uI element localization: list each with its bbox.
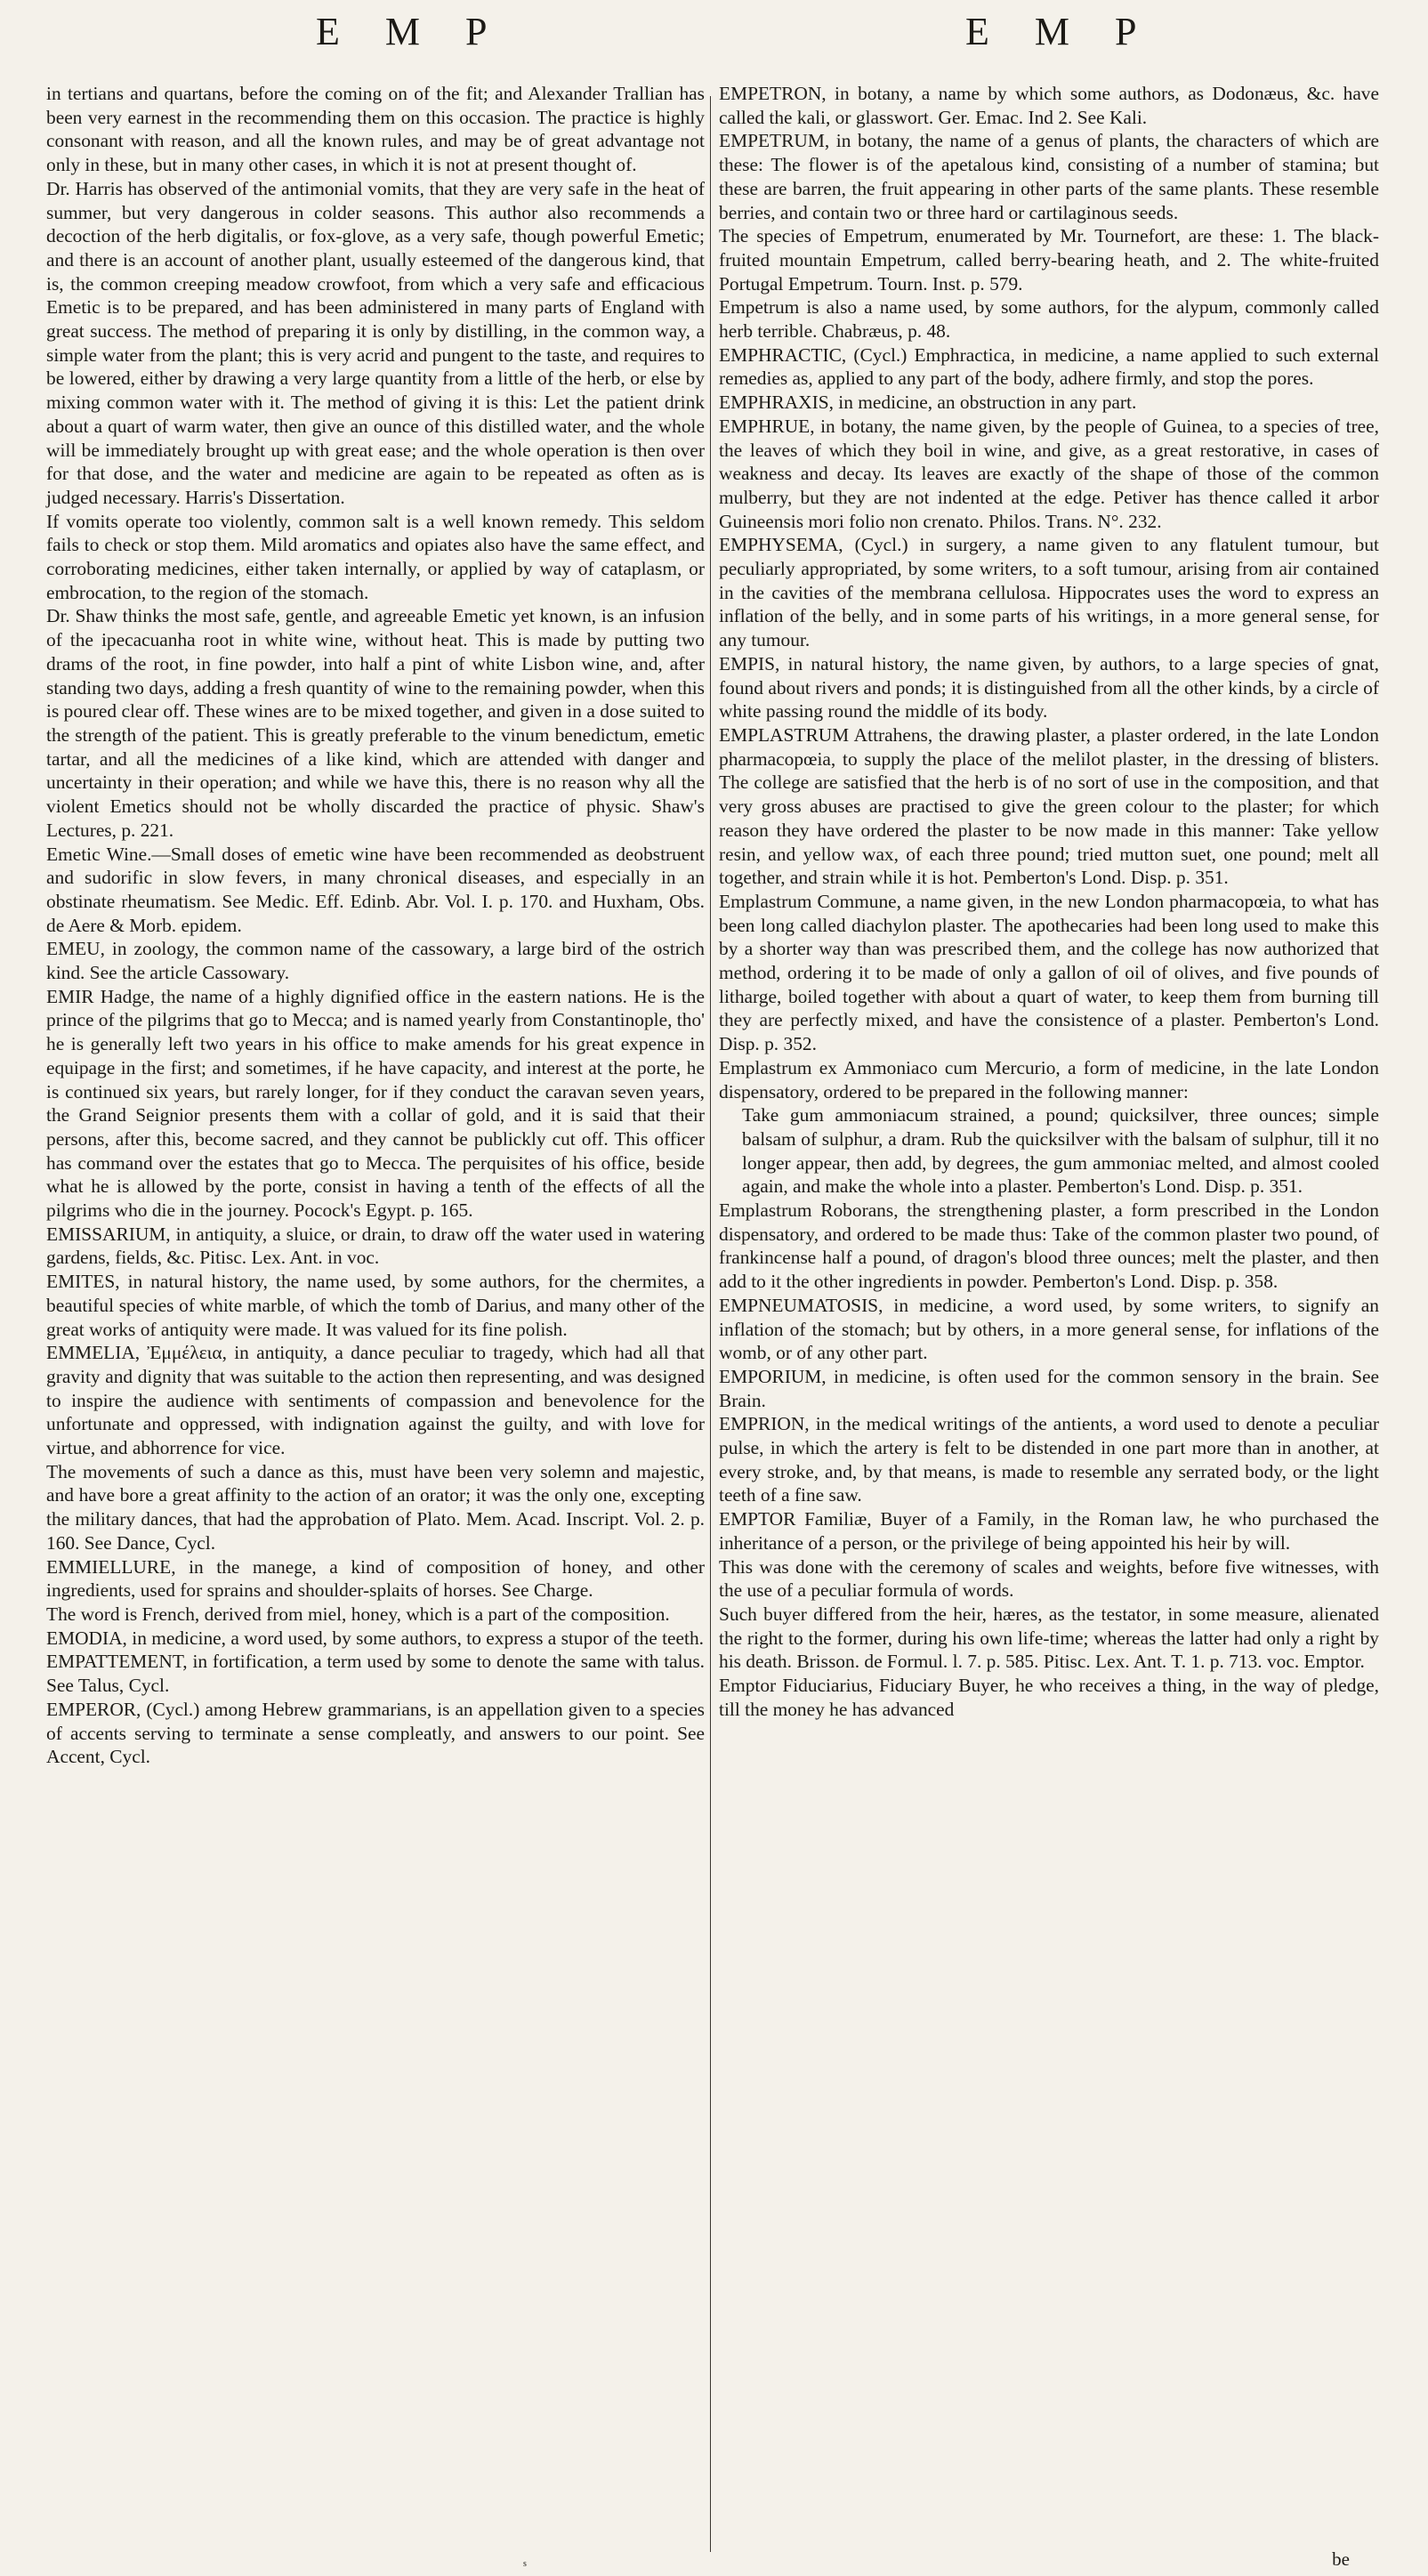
left-column <box>46 82 705 1769</box>
entry-empetrum-alypum: Empetrum is also a name used, by some authors, for the alypum, commonly called herb terrible. Chabræus, p. 48. <box>719 296 1379 343</box>
catchword: be <box>1332 2548 1350 2570</box>
running-head-right: E M P <box>965 10 1155 53</box>
footer-mark: s <box>523 2559 527 2569</box>
running-head-left: E M P <box>316 10 505 53</box>
entry-emptor-fiduciarius: Emptor Fiduciarius, Fiduciary Buyer, he who receives a thing, in the way of pledge, till the money he has advanced <box>719 1675 1379 1720</box>
entry-emptor-familiae: EMPTOR Familiæ, Buyer of a Family, in the Roman law, he who purchased the inheritance of a person, or the privilege of being appointed his heir by will. <box>719 1508 1379 1554</box>
paragraph: in tertians and quartans, before the coming on of the fit; and Alexander Trallian has been very earnest in the recommending them on this occasion. The practice is highly consonant with reason, and all the known rules, and may be of great advantage not only in these, but in many other cases, in which it is not at present thought of. <box>46 83 705 176</box>
entry-emir: EMIR Hadge, the name of a highly dignified office in the eastern nations. He is the prince of the pilgrims that go to Mecca; and is named yearly from Constantinople, tho' he is generally left two years in his office to make amends for his great expence in equipage in the first; and sometimes, if he have capacity, and interest at the porte, he is continued six years, but rarely longer, for if they conduct the caravan seven years, the Grand Seignior presents them with a collar of gold, and it is said that their persons, after this, become sacred, and they cannot be publickly cut off. This officer has command over the estates that go to Mecca. The perquisites of his office, beside what he is allowed by the porte, consist in having a tenth of the effects of all the pilgrims who die in the journey. Pocock's Egypt. p. 165. <box>46 985 705 1222</box>
entry-emites: EMITES, in natural history, the name used, by some authors, for the chermites, a beautiful species of white marble, of which the tomb of Darius, and many other of the great works of antiquity were made. It was valued for its fine polish. <box>46 1271 705 1340</box>
entry-emodia: EMODIA, in medicine, a word used, by some authors, to express a stupor of the teeth. <box>46 1627 705 1649</box>
entry-empis: EMPIS, in natural history, the name given, by authors, to a large species of gnat, found about rivers and ponds; it is distinguished from all the other kinds, by a circle of white passing round the middle of its body. <box>719 652 1379 723</box>
entry-emperor: EMPEROR, (Cycl.) among Hebrew grammarians, is an appellation given to a species of accents serving to terminate a sense compleatly, and answers to our point. See Accent, Cycl. <box>46 1698 705 1768</box>
entry-emissarium: EMISSARIUM, in antiquity, a sluice, or drain, to draw off the water used in watering gardens, fields, &c. Pitisc. Lex. Ant. in voc. <box>46 1223 705 1269</box>
paragraph: The movements of such a dance as this, must have been very solemn and majestic, and have bore a great affinity to the action of an orator; it was the only one, excepting the military dances, that had the approbation of Plato. Mem. Acad. Inscript. Vol. 2. p. 160. See Dance, Cycl. <box>46 1460 705 1554</box>
entry-empetrum: EMPETRUM, in botany, the name of a genus of plants, the characters of which are these: The flower is of the apetalous kind, consisting of a number of stamina; but these are barren, the fruit appearing in other parts of the same plants. These resemble berries, and contain two or three hard or cartilaginous seeds. <box>719 130 1379 223</box>
paragraph: Take gum ammoniacum strained, a pound; quicksilver, three ounces; simple balsam of sulphur, a dram. Rub the quicksilver with the balsam of sulphur, till it no longer appear, then add, by degrees, the gum ammoniac melted, and almost cooled again, and make the whole into a plaster. Pemberton's Lond. Disp. p. 351. <box>742 1104 1379 1198</box>
entry-empetron: EMPETRON, in botany, a name by which some authors, as Dodonæus, &c. have called the kali, or glasswort. Ger. Emac. Ind 2. See Kali. <box>719 83 1379 128</box>
entry-emplastrum-attrahens: EMPLASTRUM Attrahens, the drawing plaster, a plaster ordered, in the late London pharmacopœia, to supply the place of the melilot plaster, in the dressing of blisters. The college are satisfied that the herb is of no sort of use in the composition, and that very gross abuses are practised to give the green colour to the plaster; for which reason they have ordered the plaster to be now made in this manner: Take yellow resin, and yellow wax, of each three pound; tried mutton suet, one pound; melt all together, and strain while it is hot. Pemberton's Lond. Disp. p. 351. <box>719 723 1379 889</box>
entry-emetic-wine: Emetic Wine.—Small doses of emetic wine have been recommended as deobstruent and sudorific in slow fevers, in many chronical diseases, and especially in an obstinate rheumatism. See Medic. Eff. Edinb. Abr. Vol. I. p. 170. and Huxham, Obs. de Aere & Morb. epidem. <box>46 843 705 936</box>
paragraph: If vomits operate too violently, common salt is a well known remedy. This seldom fails to check or stop them. Mild aromatics and opiates also have the same effect, and corroborating medicines, either taken internally, or applied by way of cataplasm, or embrocation, to the region of the stomach. <box>46 510 705 603</box>
entry-emplastrum-ammoniaco: Emplastrum ex Ammoniaco cum Mercurio, a form of medicine, in the late London dispensatory, ordered to be prepared in the following manner: <box>719 1056 1379 1102</box>
paragraph: Dr. Shaw thinks the most safe, gentle, and agreeable Emetic yet known, is an infusion of the ipecacuanha root in white wine, without heat. This is made by putting two drams of the root, in fine powder, into half a pint of white Lisbon wine, and, after standing two days, adding a fresh quantity of wine to the remaining powder, when this is poured clear off. These wines are to be mixed together, and given in a dose suited to the strength of the patient. This is greatly preferable to the vinum benedictum, emetic tartar, and all the medicines of a like kind, which are attended with danger and uncertainty in their operation; and while we have this, there is no reason why all the violent Emetics should not be wholly discarded the practice of physic. Shaw's Lectures, p. 221. <box>46 605 705 841</box>
paragraph: This was done with the ceremony of scales and weights, before five witnesses, with the use of a peculiar formula of words. <box>719 1555 1379 1602</box>
entry-emprion: EMPRION, in the medical writings of the antients, a word used to denote a peculiar pulse, in which the artery is felt to be distended in one part more than in another, at every stroke, and, by that means, is made to resemble any serrated body, or the light teeth of a fine saw. <box>719 1413 1379 1506</box>
entry-emeu: EMEU, in zoology, the common name of the cassowary, a large bird of the ostrich kind. See the article Cassowary. <box>46 938 705 984</box>
paragraph: The species of Empetrum, enumerated by Mr. Tournefort, are these: 1. The black-fruited mountain Empetrum, called berry-bearing heath, and 2. The white-fruited Portugal Empetrum. Tourn. Inst. p. 579. <box>719 225 1379 295</box>
paragraph: Dr. Harris has observed of the antimonial vomits, that they are very safe in the heat of summer, but very dangerous in colder seasons. This author also recommends a decoction of the herb digitalis, or fox-glove, as a very safe, though powerful Emetic; and there is an account of another plant, usually esteemed of the dangerous kind, that is, the common creeping meadow crowfoot, from which a very safe and efficacious Emetic is to be prepared, and has been administered in many parts of England with great success. The method of preparing it is only by distilling, in the common way, a simple water from the plant; this is very acrid and pungent to the taste, and requires to be lowered, either by drawing a very large quantity from a little of the herb, or else by mixing common water with it. The method of giving it is this: Let the patient drink about a quart of warm water, then give an ounce of this distilled water, and the whole will be immediately brought up with great ease; and the whole operation is then over for that dose, and the water and medicine are again to be repeated as often as is judged necessary. Harris's Dissertation. <box>46 177 705 508</box>
entry-emplastrum-roborans: Emplastrum Roborans, the strengthening plaster, a form prescribed in the London dispensatory, and ordered to be made thus: Take of the common plaster two pound, of frankincense half a pound, of dragon's blood three ounces; melt the plaster, and then add to it the other ingredients in powder. Pemberton's Lond. Disp. p. 358. <box>719 1199 1379 1293</box>
entry-empattement: EMPATTEMENT, in fortification, a term used by some to denote the same with talus. See Talus, Cycl. <box>46 1651 705 1697</box>
entry-emphractic: EMPHRACTIC, (Cycl.) Emphractica, in medicine, a name applied to such external remedies as, applied to any part of the body, adhere firmly, and stop the pores. <box>719 343 1379 390</box>
paragraph: The word is French, derived from miel, honey, which is a part of the composition. <box>46 1603 670 1625</box>
entry-emplastrum-commune: Emplastrum Commune, a name given, in the new London pharmacopœia, to what has been long called diachylon plaster. The apothecaries had been long used to make this by a shorter way than was prescribed them, and the college has now authorized that method, ordering it to be made of only a gallon of oil of olives, and five pounds of litharge, boiled together with about a quart of water, to keep them from burning till they are perfectly mixed, and have the consistence of a plaster. Pemberton's Lond. Disp. p. 352. <box>719 890 1379 1055</box>
entry-empneumatosis: EMPNEUMATOSIS, in medicine, a word used, by some writers, to signify an inflation of the stomach; but by others, in a more general sense, for inflations of the womb, or of any other part. <box>719 1294 1379 1364</box>
entry-emphrue: EMPHRUE, in botany, the name given, by the people of Guinea, to a species of tree, the leaves of which they boil in wine, and give, as a great restorative, in cases of weakness and decay. Its leaves are exactly of the shape of those of the common mulberry, but they are not indented at the edge. Petiver has thence called it arbor Guineensis mori folio non crenato. Philos. Trans. N°. 232. <box>719 415 1379 532</box>
entry-emmelia: EMMELIA, Ἐμμέλεια, in antiquity, a dance peculiar to tragedy, which had all that gravity and dignity that was suitable to the action then representing, and was designed to inspire the audience with sentiments of compassion and benevolence for the unfortunate and oppressed, with indignation against the guilty, and with love for virtue, and abhorrence for vice. <box>46 1342 705 1459</box>
entry-emporium: EMPORIUM, in medicine, is often used for the common sensory in the brain. See Brain. <box>719 1365 1379 1411</box>
entry-emphraxis: EMPHRAXIS, in medicine, an obstruction in any part. <box>719 392 1137 414</box>
column-divider <box>710 96 711 2552</box>
entry-emmiellure: EMMIELLURE, in the manege, a kind of composition of honey, and other ingredients, used for sprains and shoulder-splaits of horses. See Charge. <box>46 1555 705 1602</box>
paragraph: Such buyer differed from the heir, hæres, as the testator, in some measure, alienated the right to the former, during his own life-time; whereas the latter had only a right by his death. Brisson. de Formul. l. 7. p. 585. Pitisc. Lex. Ant. T. 1. p. 713. voc. Emptor. <box>719 1603 1379 1673</box>
right-column <box>719 82 1379 1722</box>
entry-emphysema: EMPHYSEMA, (Cycl.) in surgery, a name given to any flatulent tumour, but peculiarly appropriated, by some writers, to a soft tumour, arising from air contained in the cavities of the membrana cellulosa. Hippocrates uses the word to express an inflation of the belly, and in some parts of his writings, in a more general sense, for any tumour. <box>719 534 1379 651</box>
